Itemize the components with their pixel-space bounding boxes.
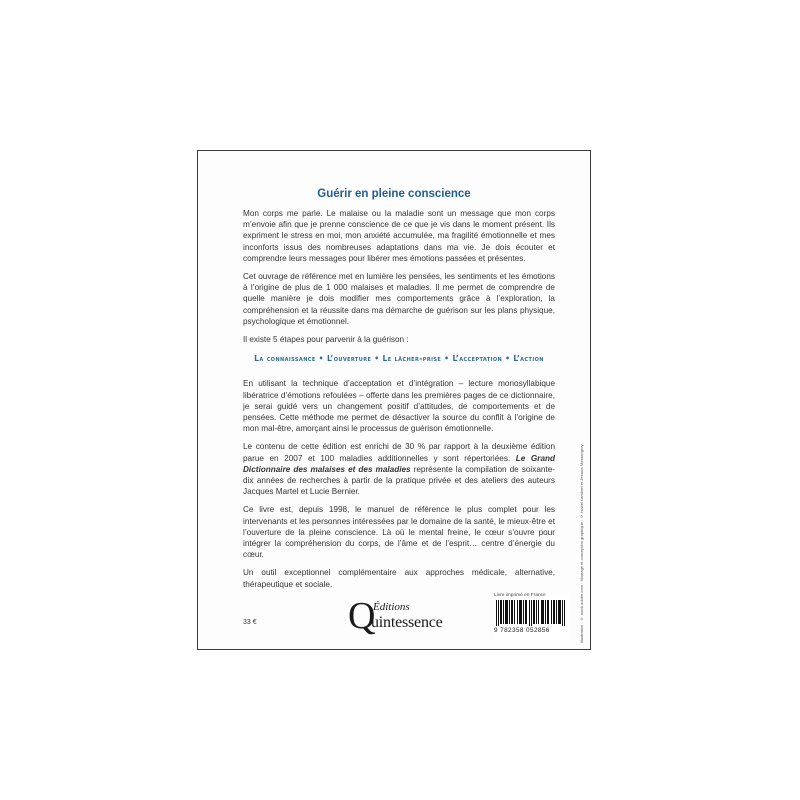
isbn-number: 9 782358 052856 [494,627,550,634]
book-title: Guérir en pleine conscience [317,188,471,200]
barcode-icon [494,600,568,626]
logo-line-name: uintessence [371,614,443,631]
paragraph-technique: En utilisant la technique d’acceptation et d’intégration – lecture monosyllabique libératrice d’émotions refoulées – offerte dans les premières pages de ce dictionnaire, je serai guidé vers un changement positif d’attitudes, de comportements et de pensées. Cette méthode me permet de désactiver la source du conflit à l’origine de mon mal-être, amorçant ainsi le processus de guérison émotionnelle. [243,379,555,434]
paragraph-intro: Mon corps me parle. Le malaise ou la maladie sont un message que mon corps m’envoie afin que je prenne conscience de ce que je vis dans le moment présent. Ils expriment le stress en moi, mon anxiété accumulée, ma fragilité émotionnelle et mes inconforts issus des nombreuses adaptations dans ma vie. Je dois écouter et comprendre leurs messages pour libérer mes émotions passées et présentes. [243,209,555,263]
paragraph-tool: Un outil exceptionnel complémentaire aux approches médicale, alternative, thérapeutique et sociale. [243,568,555,589]
step-item: L’ouverture [326,354,372,364]
paragraph-steps-intro: Il existe 5 étapes pour parvenir à la guérison : [243,335,409,345]
step-item: L’acceptation [452,354,503,364]
step-separator: • [374,354,380,364]
book-back-cover [197,150,591,650]
step-separator: • [318,354,324,364]
step-separator: • [444,354,450,364]
step-item: Le lâcher-prise [382,354,442,364]
logo-line-editions: Éditions [373,601,410,613]
step-item: L’action [513,354,544,364]
price-label: 33 € [243,619,257,626]
step-separator: • [505,354,511,364]
step-item: La connaissance [254,354,316,364]
printed-in-france-label: Livre imprimé en France [494,593,546,598]
publisher-logo [348,597,463,639]
logo-initial: Q [348,595,376,637]
paragraph-edition [243,441,555,497]
healing-steps [243,353,555,364]
edition-text-start: Le contenu de cette édition est enrichi de 30 % par rapport à la deuxième édition parue en 2007 et 100 maladies additionnelles y sont répertoriées. [243,442,555,463]
dictionary-title: Le Grand Dictionnaire des malaises et des maladies [243,453,555,474]
edition-text-end: représente la compilation de soixante-dix années de recherches à partir de la pratique privée et des ateliers des auteurs Jacques Martel et Lucie Bernier. [243,464,555,497]
image-credits: Illustration : © stock.adobe.com · Montage et conception graphique : © Isabel Lambert et Jessica Massengroy [579,444,584,643]
cover-description [243,208,555,597]
barcode-area [494,593,570,640]
paragraph-reference: Cet ouvrage de référence met en lumière les pensées, les sentiments et les émotions à l’origine de plus de 1 000 malaises et maladies. Il me permet de comprendre de quelle manière je dois modifier mes comportements grâce à l’exploration, la compréhension et la réussite dans ma démarche de guérison sur les plans physique, psychologique et émotionnel. [243,272,555,326]
paragraph-manual: Ce livre est, depuis 1998, le manuel de référence le plus complet pour les intervenants et les personnes intéressées par le domaine de la santé, le mieux-être et l’ouverture de la pleine conscience. Là où le mental freine, le cœur s’ouvre pour intégrer la compréhension du corps, de l’âme et de l’esprit… centre d’énergie du cœur. [243,505,555,560]
